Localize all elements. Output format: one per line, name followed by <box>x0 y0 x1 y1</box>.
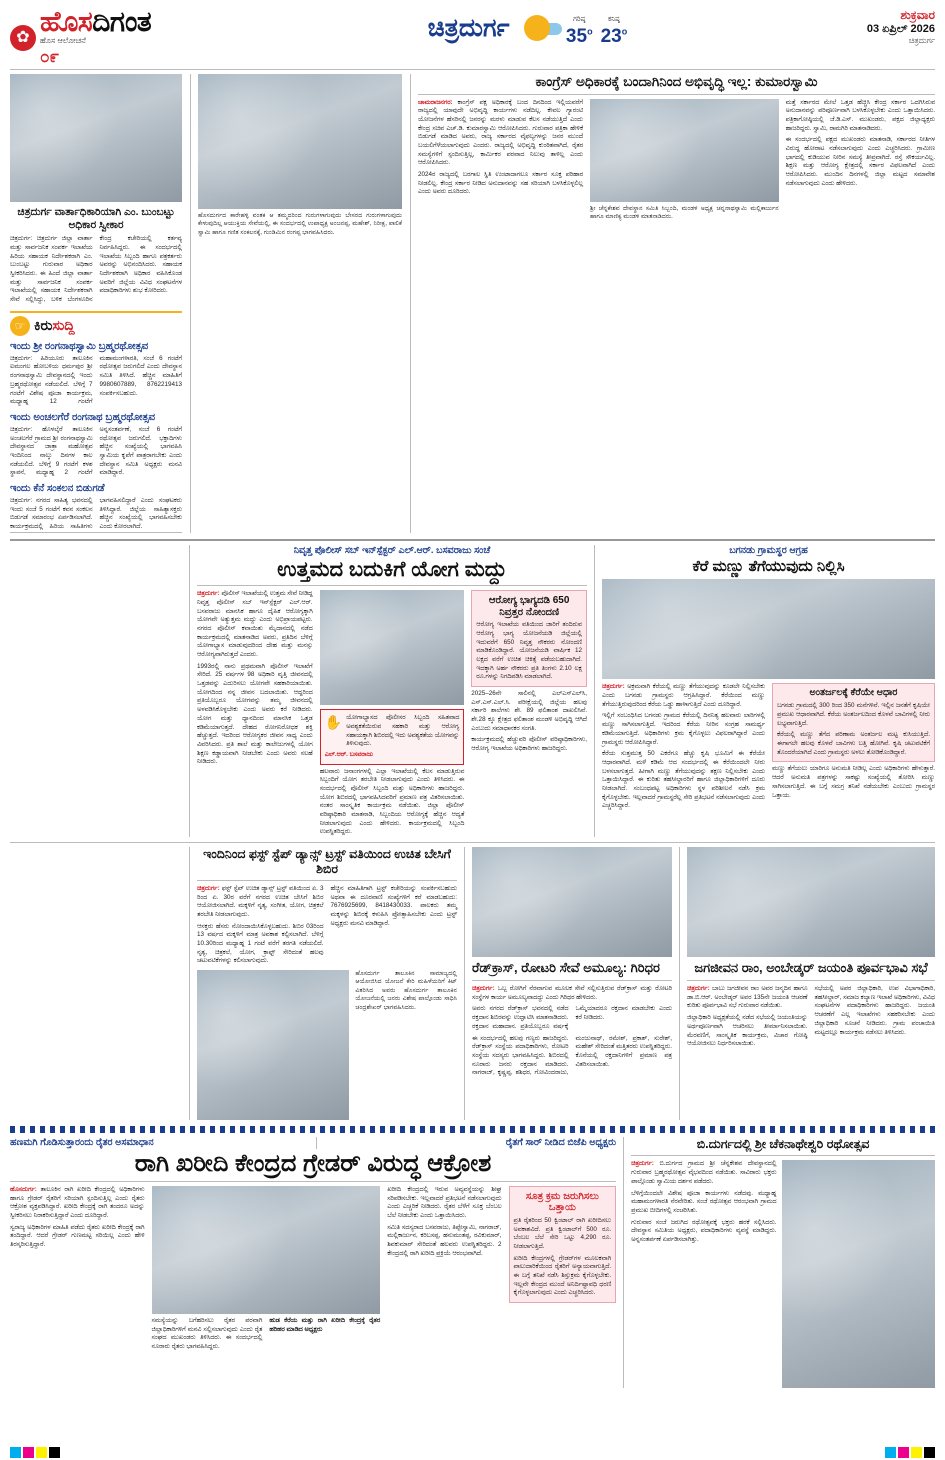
edition-name: ಚಿತ್ರದುರ್ಗ <box>427 13 510 42</box>
women-felicitation-photo <box>197 970 349 1120</box>
date-block <box>795 8 935 46</box>
kirusuddi-item3-headline: ಇಂದು ಕೆನೆ ಸಂಕಲನ ಬಿಡುಗಡೆ <box>10 483 105 494</box>
kirusuddi-item2-headline: ಇಂದು ಅಂಚಲಗೆರೆ ರಂಗನಾಥ ಬ್ರಹ್ಮರಥೋತ್ಸವ <box>10 411 156 423</box>
kumaraswamy-body1: ಕಾಂಗ್ರೆಸ್ ಪಕ್ಷ ಅಧಿಕಾರಕ್ಕೆ ಬಂದ ದಿನದಿಂದ ಇಲ್ಲಿಯವರೆಗೆ ರಾಜ್ಯದಲ್ಲಿ ಯಾವುದೇ ಅಭಿವೃದ್ಧಿ ಕಾರ್ಯಗಳು ನಡೆದಿಲ್ಲ. ಕೇವಲ ಗ್ಯಾರಂಟಿ ಯೋಜನೆಗಳ ಹೆಸರಿನಲ್ಲಿ ಜನರನ್ನು ಮರಳು ಮಾಡುವ ಕೆಲಸ ನಡೆಯುತ್ತಿದೆ ಎಂದು ಕೇಂದ್ರ ಸಚಿವ ಎಚ್.ಡಿ. ಕುಮಾರಸ್ವಾಮಿ ಆರೋಪಿಸಿದರು. ಗುರುವಾರ ಪತ್ರಿಕಾ ಹೇಳಿಕೆ ಬಿಡುಗಡೆ ಮಾಡಿದ ಅವರು, ರಾಜ್ಯ ಸರ್ಕಾರದ ವೈಫಲ್ಯಗಳನ್ನು ಜನರ ಮುಂದೆ ಬಯಲಿಗೆಳೆಯಲಾಗುವುದು ಎಂದರು. ರಾಜ್ಯದಲ್ಲಿ ಅಭಿವೃದ್ಧಿ ಕುಂಠಿತವಾಗಿದೆ, ರೈತರ ಸಮಸ್ಯೆಗಳಿಗೆ ಸ್ಪಂದಿಸುತ್ತಿಲ್ಲ, ಕಾರ್ಮಿಕರ ಪರವಾದ ನಿಲುವು ತಾಳಿಲ್ಲ ಎಂದು ಆರೋಪಿಸಿದರು. <box>418 98 584 167</box>
anganwadi-body3: ಮಣ್ಣು ತೆಗೆಯಲು ಯಾರಿಗೂ ಅನುಮತಿ ನೀಡಿಲ್ಲ ಎಂದು ಅಧಿಕಾರಿಗಳು ಹೇಳುತ್ತಾರೆ. ಆದರೆ ಅನುಮತಿ ಪತ್ರಗಳನ್ನು ಸಾಕಷ್ಟು ಸಂಖ್ಯೆಯಲ್ಲಿ ತೋರಿಸಿ ಮಣ್ಣು ಸಾಗಿಸಲಾಗುತ್ತಿದೆ. ಈ ಬಗ್ಗೆ ಸಮಗ್ರ ತನಿಖೆ ನಡೆಯಬೇಕು ಎಂಬುದು ಗ್ರಾಮಸ್ಥರ ಒತ್ತಾಯ. <box>772 765 935 799</box>
ragi-kicker-right: ರೈತಗೆ ಸಾರ್ ನೀಡಿದ ಬಿಜೆಪಿ ಅಧ್ಯಕ್ಷರು <box>316 1137 617 1148</box>
newspaper-logo[interactable] <box>10 8 260 67</box>
kirusuddi-item1-body: ಚಿತ್ರದುರ್ಗ: ಹಿರಿಯೂರು ತಾಲೂಕಿನ ಐಮಂಗಲ ಹೋಬಳಿಯ ಧರ್ಮಪುರ ಶ್ರೀ ರಂಗನಾಥಸ್ವಾಮಿ ದೇವಸ್ಥಾನದಲ್ಲಿ ಇಂದು ಬ್ರಹ್ಮರಥೋತ್ಸವ ನಡೆಯಲಿದೆ. ಬೆಳಿಗ್ಗೆ 7 ಗಂಟೆಗೆ ವಿಶೇಷ ಪೂಜಾ ಕಾರ್ಯಕ್ರಮ, ಮಧ್ಯಾಹ್ನ 12 ಗಂಟೆಗೆ ಮಹಾಮಂಗಳಾರತಿ, ಸಂಜೆ 6 ಗಂಟೆಗೆ ರಥೋತ್ಸವ ಜರುಗಲಿದೆ ಎಂದು ದೇವಸ್ಥಾನ ಸಮಿತಿ ತಿಳಿಸಿದೆ. ಹೆಚ್ಚಿನ ಮಾಹಿತಿಗೆ 9980607889, 8762219413 ಸಂಪರ್ಕಿಸಬಹುದು. <box>10 354 182 406</box>
left-column <box>10 74 182 533</box>
cmyk-bar-left <box>10 1447 60 1458</box>
dance-body3: ಹೆಚ್ಚಿನ ಮಾಹಿತಿಗಾಗಿ ಟ್ರಸ್ಟ್ ಕಚೇರಿಯನ್ನು ಸಂಪರ್ಕಿಸಬಹುದು ಅಥವಾ ಈ ದೂರವಾಣಿ ಸಂಖ್ಯೆಗಳಿಗೆ ಕರೆ ಮಾಡಬಹುದು: 7676925699, 8418430033. ಪಾಲಕರು ತಮ್ಮ ಮಕ್ಕಳನ್ನು ಶಿಬಿರಕ್ಕೆ ಕಳುಹಿಸಿ ಪ್ರೋತ್ಸಾಹಿಸಬೇಕು ಎಂದು ಟ್ರಸ್ಟ್ ಅಧ್ಯಕ್ಷರು ಮನವಿ ಮಾಡಿದ್ದಾರೆ. <box>330 884 457 927</box>
logo-main-1: ಹೊಸ <box>40 6 93 37</box>
kere-article <box>594 545 935 837</box>
mid-photo-caption: ಹೊಸದುರ್ಗದ ಕಾರೇಹಳ್ಳಿ ವಂತಕ ಆ ತಮ್ಮದರಿಂದ ಗುರುಗಳಾಗುವುದು ಬೇಸರದ ಗುರುಗಳಾಗುವುದು ಕೇಳುವುದಿಲ್ಲ ಆಯುಕ್ತಿಯ ಸೇವೆಯಲ್ಲಿ, ಈ ಸಂದರ್ಭದಲ್ಲಿ ಉಪಾಧ್ಯಕ್ಷ ಅಂಜನಪ್ಪ, ಮಹೇಶ್, ನಿರೀಕ್ಷ, ಪಾಲಿಕೆ ಸ್ವಾಮಿ ಹಾಗೂ ಗಣಿತ ಸಂಕಲನಕ್ಕೆ, ಗುಂಡಿಮಿನ ರಂಗಪ್ಪ ಭಾಗವಹಿಸಿದರು. <box>198 212 402 236</box>
jagjivan-body2: ಜಿಲ್ಲಾಧಿಕಾರಿ ಅಧ್ಯಕ್ಷತೆಯಲ್ಲಿ ನಡೆದ ಸಭೆಯಲ್ಲಿ ಜಯಂತಿಯನ್ನು ಅರ್ಥಪೂರ್ಣವಾಗಿ ಆಚರಿಸಲು ತೀರ್ಮಾನಿಸಲಾಯಿತು. ಮೆರವಣಿಗೆ, ಸಾಂಸ್ಕೃತಿಕ ಕಾರ್ಯಕ್ರಮ, ವಿಚಾರ ಗೋಷ್ಠಿ ಆಯೋಜಿಸಲು ನಿರ್ಧರಿಸಲಾಯಿತು. <box>687 1014 808 1048</box>
kirusuddi-item3-body: ಚಿತ್ರದುರ್ಗ: ನಗರದ ಸಾಹಿತ್ಯ ಭವನದಲ್ಲಿ ಇಂದು ಸಂಜೆ 5 ಗಂಟೆಗೆ ಕವನ ಸಂಕಲನ ಬಿಡುಗಡೆ ಸಮಾರಂಭ ಏರ್ಪಡಿಸಲಾಗಿದೆ. ಕಾರ್ಯಕ್ರಮದಲ್ಲಿ ಹಿರಿಯ ಸಾಹಿತಿಗಳು ಭಾಗವಹಿಸಲಿದ್ದಾರೆ ಎಂದು ಸಂಘಟಕರು ತಿಳಿಸಿದ್ದಾರೆ. ಜಿಲ್ಲೆಯ ಸಾಹಿತ್ಯಾಸಕ್ತರು ಹೆಚ್ಚಿನ ಸಂಖ್ಯೆಯಲ್ಲಿ ಭಾಗವಹಿಸಬೇಕು ಎಂದು ಕೋರಲಾಗಿದೆ. <box>10 497 182 531</box>
yoga-dateline: ಚಿತ್ರದುರ್ಗ: <box>197 590 220 598</box>
mid-column <box>190 74 402 533</box>
yoga-body2: 1993ರಲ್ಲಿ ನಾನು ಪ್ರಥಮವಾಗಿ ಪೊಲೀಸ್ ಇಲಾಖೆಗೆ ಸೇರಿದೆ. 25 ವರ್ಷಗಳ 98 ಅಧಿಕಾರಿ ವೃತ್ತಿ ಜೀವನದಲ್ಲಿ ಒತ್ತಡವನ್ನು ಎದುರಿಸಲು ಯೋಗವೇ ಸಹಕಾರಿಯಾಯಿತು. ಯೋಗದಿಂದ ನನ್ನ ಜೀವನ ಬದಲಾಯಿತು. ಆದ್ದರಿಂದ ಪ್ರತಿಯೊಬ್ಬರೂ ಯೋಗವನ್ನು ತಮ್ಮ ಜೀವನದಲ್ಲಿ ಅಳವಡಿಸಿಕೊಳ್ಳಬೇಕು ಎಂದು ಅವರು ಕರೆ ನೀಡಿದರು. ಯೋಗ ಮತ್ತು ಧ್ಯಾನದಿಂದ ಮಾನಸಿಕ ಒತ್ತಡ ಕಡಿಮೆಯಾಗುತ್ತದೆ. ದೇಹದ ರೋಗನಿರೋಧಕ ಶಕ್ತಿ ಹೆಚ್ಚುತ್ತದೆ. ಇದರಿಂದ ಆರೋಗ್ಯಕರ ಜೀವನ ಸಾಧ್ಯ ಎಂದು ವಿವರಿಸಿದರು. ಪ್ರತಿ ಶಾಲೆ ಮತ್ತು ಕಾಲೇಜುಗಳಲ್ಲಿ ಯೋಗ ಶಿಕ್ಷಣ ಕಡ್ಡಾಯವಾಗಿ ನೀಡಬೇಕು ಎಂದು ಅವರು ಸಲಹೆ ನೀಡಿದರು. <box>197 662 313 766</box>
weather-widget <box>524 8 627 48</box>
anganwadi-body1: ಬಗನಡು ಗ್ರಾಮದಲ್ಲಿ 300 ರಿಂದ 350 ಮನೆಗಳಿವೆ. ಇಲ್ಲಿನ ಜನತೆಗೆ ಕೃಷಿಯೇ ಪ್ರಮುಖ ಆಧಾರವಾಗಿದೆ. ಕೆರೆಯ ಅಂತರ್ಜಲದಿಂದ ಕೊಳವೆ ಬಾವಿಗಳಲ್ಲಿ ನೀರು ಲಭ್ಯವಾಗುತ್ತಿದೆ. <box>777 702 930 727</box>
press-meet-photo <box>590 99 779 202</box>
quota-box-body1: ಪ್ರತಿ ರೈತರಿಂದ 50 ಕ್ವಿಂಟಾಲ್ ರಾಗಿ ಖರೀದಿಸಲು ಅವಕಾಶವಿದೆ. ಪ್ರತಿ ಕ್ವಿಂಟಾಲ್‌ಗೆ 500 ರೂ. ಬೆಂಬಲ ಬೆಲೆ ಸೇರಿ ಒಟ್ಟು 4,290 ರೂ. ನೀಡಲಾಗುತ್ತಿದೆ. <box>513 1216 612 1250</box>
jagjivan-body3: ಸಭೆಯಲ್ಲಿ ಅಪರ ಜಿಲ್ಲಾಧಿಕಾರಿ, ಉಪ ವಿಭಾಗಾಧಿಕಾರಿ, ತಹಸೀಲ್ದಾರ್, ಸಮಾಜ ಕಲ್ಯಾಣ ಇಲಾಖೆ ಅಧಿಕಾರಿಗಳು, ವಿವಿಧ ಸಂಘಟನೆಗಳ ಪದಾಧಿಕಾರಿಗಳು ಹಾಜರಿದ್ದರು. ಜಯಂತಿ ಆಚರಣೆಗೆ ಎಲ್ಲ ಇಲಾಖೆಗಳು ಸಹಕರಿಸಬೇಕು ಎಂದು ಜಿಲ್ಲಾಧಿಕಾರಿ ಸೂಚನೆ ನೀಡಿದರು. ಗ್ರಾಮ ಪಂಚಾಯಿತಿ ಮಟ್ಟದಲ್ಲೂ ಕಾರ್ಯಕ್ರಮ ನಡೆಸಲು ತಿಳಿಸಿದರು. <box>814 985 935 1036</box>
temple-chariot-photo <box>782 1160 935 1388</box>
ragi-article <box>10 1137 616 1388</box>
min-temp-value: 23 <box>600 26 622 47</box>
section-divider <box>10 1126 935 1133</box>
villagers-protest-photo <box>602 579 935 679</box>
farmers-meeting-photo <box>152 1186 381 1314</box>
sun-icon <box>524 15 550 41</box>
quota-box-body2: ಖರೀದಿ ಕೇಂದ್ರಗಳಲ್ಲಿ ಗ್ರೇಡರ್‌ಗಳ ಮೂಲಕವಾಗಿ ಪಾಲುದಾರಿಕೆಯಿಂದ ರೈತರಿಗೆ ಅನ್ಯಾಯವಾಗುತ್ತಿದೆ. ಈ ಬಗ್ಗೆ ತನಿಖೆ ನಡೆಸಿ ಶಿಸ್ತುಕ್ರಮ ಕೈಗೊಳ್ಳಬೇಕು. ಇಲ್ಲವೇ ಕೇಂದ್ರದ ಮುಂದೆ ಅನಿರ್ದಿಷ್ಟಾವಧಿ ಧರಣಿ ಕೈಗೊಳ್ಳಲಾಗುವುದು ಎಂದು ಎಚ್ಚರಿಸಿದರು. <box>513 1254 612 1297</box>
logo-page-number: ೦೯ <box>40 47 60 66</box>
health-box-headline: ಆರೋಗ್ಯ ಭಾಗ್ಯದಡಿ 650 ನಿವ್ರತ್ತರ ನೋಂದಣಿ <box>488 595 570 618</box>
publication-date: 03 ಏಪ್ರಿಲ್ 2026 <box>866 23 935 35</box>
dance-body1: ಫಸ್ಟ್ ಸ್ಟೆಪ್ ಉಚಿತ ಡ್ಯಾನ್ಸ್ ಟ್ರಸ್ಟ್ ವತಿಯಿಂದ ಏ. 3 ರಿಂದ ಏ. 30ರ ವರೆಗೆ ನಗರದ ಉಚಿತ ಬೇಸಿಗೆ ಶಿಬಿರ ಆಯೋಜಿಸಲಾಗಿದೆ. ಮಕ್ಕಳಿಗೆ ನೃತ್ಯ, ಸಂಗೀತ, ಯೋಗ, ಚಿತ್ರಕಲೆ ತರಬೇತಿ ನೀಡಲಾಗುವುದು. <box>197 884 324 918</box>
ragi-body3: ಸಮಸ್ಯೆಯನ್ನು ಬಗೆಹರಿಸಲು ರೈತರ ಪರವಾಗಿ ಜಿಲ್ಲಾಧಿಕಾರಿಗಳಿಗೆ ಮನವಿ ಸಲ್ಲಿಸಲಾಗುವುದು ಎಂದು ರೈತ ಸಂಘದ ಮುಖಂಡರು ತಿಳಿಸಿದರು. ಈ ಸಂದರ್ಭದಲ್ಲಿ ನೂರಾರು ರೈತರು ಭಾಗವಹಿಸಿದ್ದರು. <box>151 1316 263 1350</box>
kumaraswamy-headline: ಕಾಂಗ್ರೆಸ್ ಅಧಿಕಾರಕ್ಕೆ ಬಂದಾಗಿನಿಂದ ಅಭಿವೃದ್ಧಿ ಇಲ್ಲ: ಕುಮಾರಸ್ವಾಮಿ <box>535 74 818 89</box>
yoga-body3: ಹಲವಾರು ಜನಾಂಗಗಳಲ್ಲಿ ಎಲ್ಲಾ ಇಲಾಖೆಯಲ್ಲಿ ಕೆಲಸ ಮಾಡುತ್ತಿರುವ ಸಿಬ್ಬಂದಿಗೆ ಯೋಗ ತರಬೇತಿ ನೀಡಲಾಗುವುದು ಎಂದು ತಿಳಿಸಿದರು. ಈ ಸಂದರ್ಭದಲ್ಲಿ ಪೊಲೀಸ್ ಸಿಬ್ಬಂದಿ ಮತ್ತು ಅಧಿಕಾರಿಗಳು ಹಾಜರಿದ್ದರು. ಯೋಗ ಶಿಬಿರದಲ್ಲಿ ಭಾಗವಹಿಸಿದವರಿಗೆ ಪ್ರಮಾಣ ಪತ್ರ ವಿತರಿಸಲಾಯಿತು. ನಂತರ ಸಾಂಸ್ಕೃತಿಕ ಕಾರ್ಯಕ್ರಮ ನಡೆಯಿತು. ಜಿಲ್ಲಾ ಪೊಲೀಸ್ ವರಿಷ್ಠಾಧಿಕಾರಿ ಮಾತನಾಡಿ, ಸಿಬ್ಬಂದಿಯ ಆರೋಗ್ಯಕ್ಕೆ ಹೆಚ್ಚಿನ ಆದ್ಯತೆ ನೀಡಲಾಗುವುದು ಎಂದು ಹೇಳಿದರು. ಕಾರ್ಯಕ್ರಮದಲ್ಲಿ ಸಿಬ್ಬಂದಿ ಉಪಸ್ಥಿತರಿದ್ದರು. <box>319 767 465 836</box>
kere-body3: ಕೆರೆಯ ಸುತ್ತಮುತ್ತ 50 ಎಕರೆಗೂ ಹೆಚ್ಚು ಕೃಷಿ ಭೂಮಿಗೆ ಈ ಕೆರೆಯೇ ಆಧಾರವಾಗಿದೆ. ಮಳೆ ಕಡಿಮೆ ಆದ ಸಂದರ್ಭದಲ್ಲಿ ಈ ಕೆರೆಯಿಂದಲೇ ನೀರು ಬಳಸಲಾಗುತ್ತದೆ. ಹೀಗಾಗಿ ಮಣ್ಣು ತೆಗೆಯುವುದನ್ನು ತಕ್ಷಣ ನಿಲ್ಲಿಸಬೇಕು ಎಂದು ಒತ್ತಾಯಿಸಿದ್ದಾರೆ. ಈ ಕುರಿತು ತಹಸೀಲ್ದಾರರಿಗೆ ಹಾಗೂ ಜಿಲ್ಲಾಧಿಕಾರಿಗಳಿಗೆ ದೂರು ನೀಡಲಾಗಿದೆ. ಸಂಬಂಧಪಟ್ಟ ಅಧಿಕಾರಿಗಳು ಸ್ಥಳ ಪರಿಶೀಲನೆ ನಡೆಸಿ ಕ್ರಮ ಕೈಗೊಳ್ಳಬೇಕು. ಇಲ್ಲವಾದರೆ ಗ್ರಾಮಸ್ಥರೆಲ್ಲ ಸೇರಿ ಪ್ರತಿಭಟನೆ ನಡೆಸಲಾಗುವುದು ಎಂದು ಎಚ್ಚರಿಸಿದ್ದಾರೆ. <box>602 750 765 810</box>
health-box-body2: 2025–26ನೇ ಸಾಲಿನಲ್ಲಿ ಎಲ್‌ಎಸ್‌ಎಲ್‌ಸಿ, ಎಸ್.ಎಸ್.ಎಲ್.ಸಿ. ಪರೀಕ್ಷೆಯಲ್ಲಿ ಜಿಲ್ಲೆಯ ಹಲವು ಸರ್ಕಾರಿ ಶಾಲೆಗಳು ಶೇ. 89 ಫಲಿತಾಂಶ ದಾಖಲಿಸಿವೆ. ಶೇ.28 ಕ್ಕೂ ಕ್ಷೇತ್ರದ ಫಲಿತಾಂಶ ಮಂಡಳಿ ಅಭಿವೃದ್ಧಿ ಆಗಿದೆ ಎಂಬುದು ಸಮಾಧಾನಕರ ಸಂಗತಿ. <box>471 690 587 732</box>
bottom-band <box>10 1137 935 1388</box>
kumaraswamy-article <box>410 74 935 533</box>
press-meet-caption: ಶ್ರೀ ಚೆನ್ನಕೇಶವ ದೇವಸ್ಥಾನ ಸಮಿತಿ ಸಿಬ್ಬಂದಿ, ಮಂಡಳಿ ಅಧ್ಯಕ್ಷ ಚನ್ನನಾಥಸ್ವಾಮಿ ಮಲ್ಲಿಕಾರ್ಜುನ ಹಾಗೂ ಮಾಣಿಕ್ಯ ಮಂಡಳಿ ಮಾತನಾಡಿದರು. <box>590 204 779 220</box>
weekday: ಶುಕ್ರವಾರ <box>900 8 935 22</box>
ragi-kicker-left: ಹಣಮಗಿ ಗೊಡಿಸುತ್ತಾರಂದು ರೈತರ ಅಸಮಾಧಾನ <box>10 1137 154 1149</box>
kere-dateline: ಚಿತ್ರದುರ್ಗ: <box>602 683 625 691</box>
pointing-hand-icon: ☞ <box>10 316 30 336</box>
redcross-dateline: ಚಿತ್ರದುರ್ಗ: <box>472 985 495 993</box>
jayanti-meeting-photo <box>687 847 935 957</box>
top-section <box>10 74 935 533</box>
health-box-body: ಆರೋಗ್ಯ ಇಲಾಖೆಯ ವತಿಯಿಂದ ಜಾರಿಗೆ ತಂದಿರುವ ಆರೋಗ್ಯ ಭಾಗ್ಯ ಯೋಜನೆಯಡಿ ಜಿಲ್ಲೆಯಲ್ಲಿ ಇದುವರೆಗೆ 650 ನಿವೃತ್ತ ನೌಕರರು ನೋಂದಣಿ ಮಾಡಿಕೊಂಡಿದ್ದಾರೆ. ಯೋಜನೆಯಡಿ ವಾರ್ಷಿಕ 12 ಲಕ್ಷದ ವರೆಗೆ ಉಚಿತ ಚಿಕಿತ್ಸೆ ಪಡೆಯಬಹುದಾಗಿದೆ. ಇದಕ್ಕಾಗಿ ಅರ್ಹ ನೌಕರರು ಪ್ರತಿ ತಿಂಗಳು 2.10 ಲಕ್ಷ ರೂ.ಗಳನ್ನು ನಿಗದಿಪಡಿಸಿ ಮಾಡಲಾಗಿದೆ. <box>476 621 582 681</box>
ragi-headline: ರಾಗಿ ಖರೀದಿ ಕೇಂದ್ರದ ಗ್ರೇಡರ್ ವಿರುದ್ಧ ಆಕ್ರೋಶ <box>134 1149 492 1177</box>
anganwadi-body2: ಕೆರೆಯಲ್ಲಿ ಮಣ್ಣು ತೆಗೆದ ಪರಿಣಾಮ ಅಂತರ್ಜಲ ಮಟ್ಟ ಕುಸಿಯುತ್ತಿದೆ. ಈಗಾಗಲೇ ಹಲವು ಕೊಳವೆ ಬಾವಿಗಳು ಬತ್ತಿ ಹೋಗಿವೆ. ಕೃಷಿ ಚಟುವಟಿಕೆಗೆ ತೊಂದರೆಯಾಗಿದೆ ಎಂದು ಗ್ರಾಮಸ್ಥರು ಅಳಲು ತೋಡಿಕೊಂಡಿದ್ದಾರೆ. <box>777 731 930 756</box>
kirusuddi-title-1: ಕಿರು <box>34 317 53 334</box>
kere-kicker: ಬಗನಡು ಗ್ರಾಮಸ್ಥರ ಆಗ್ರಹ <box>729 544 808 556</box>
yoga-quote-attrib: ಎಲ್.ಆರ್. ಬಸವರಾಜು <box>324 750 374 758</box>
jagjivan-body1: ಬಾಬು ಜಗಜೀವನ ರಾಂ ಅವರ ಜನ್ಮದಿನ ಹಾಗೂ ಡಾ.ಬಿ.ಆರ್. ಅಂಬೇಡ್ಕರ್ ಅವರ 135ನೇ ಜಯಂತಿ ಆಚರಣೆ ಕುರಿತು ಪೂರ್ವಭಾವಿ ಸಭೆ ಗುರುವಾರ ನಡೆಯಿತು. <box>687 985 808 1010</box>
yoga-quote-box <box>320 709 465 764</box>
dance-headline: ಇಂದಿನಿಂದ ಫಸ್ಟ್ ಸ್ಟೆಪ್ ಡ್ಯಾನ್ಸ್ ಟ್ರಸ್ಟ್ ವತಿಯಿಂದ ಉಚಿತ ಬೇಸಿಗೆ ಶಿಬಿರ <box>203 847 451 876</box>
ratha-body3: ಗುರುವಾರ ಸಂಜೆ ಜರುಗಿದ ರಥೋತ್ಸವಕ್ಕೆ ಭಕ್ತರು ಹರಕೆ ಸಲ್ಲಿಸಿದರು. ದೇವಸ್ಥಾನ ಸಮಿತಿಯ ಅಧ್ಯಕ್ಷರು, ಪದಾಧಿಕಾರಿಗಳು ವ್ಯವಸ್ಥೆ ಮಾಡಿದ್ದರು. ಅನ್ನಸಂತರ್ಪಣೆ ಏರ್ಪಡಿಸಲಾಗಿತ್ತು. <box>631 1218 777 1243</box>
ragi-photo-caption: ಹುಡ ಕೆರೆಯ ಮತ್ತು ರಾಗಿ ಖರೀದಿ ಕೇಂದ್ರಕ್ಕೆ ರೈತರ ಹರಿಹರ ಮಾಡಿದ ಅಧ್ಯಕ್ಷರು <box>269 1316 381 1333</box>
kumaraswamy-body2: 2024ರ ರಾಜ್ಯದಲ್ಲಿ ಬರಗಾಲ ಸ್ಥಿತಿ ಉಂಟಾದಾಗಲೂ ಸರ್ಕಾರ ಸೂಕ್ತ ಪರಿಹಾರ ನೀಡಲಿಲ್ಲ. ಕೇಂದ್ರ ಸರ್ಕಾರ ನೀಡಿದ ಅನುದಾನವನ್ನು ಸಹ ಸರಿಯಾಗಿ ಬಳಸಿಕೊಳ್ಳಲಿಲ್ಲ ಎಂದು ಅವರು ದೂರಿದರು. <box>418 171 584 196</box>
quota-box-title: ಸೂತ್ರ ಕ್ರಮ ಜರುಗಿಸಲು ಒತ್ತಾಯ <box>525 1190 599 1214</box>
ragi-body2: ಸ್ವರಾಜ್ಯ ಅಧಿಕಾರಿಗಳ ಮಾಹಿತಿ ಪಡೆದು ರೈತರು ಖರೀದಿ ಕೇಂದ್ರಕ್ಕೆ ರಾಗಿ ತಂದಿದ್ದಾರೆ. ಆದರೆ ಗ್ರೇಡರ್ ಗುಣಮಟ್ಟ ಸರಿಯಿಲ್ಲ ಎಂದು ಹೇಳಿ ತಿರಸ್ಕರಿಸುತ್ತಿದ್ದಾರೆ. <box>10 1223 145 1249</box>
redcross-body3: ಈ ಸಂದರ್ಭದಲ್ಲಿ ಹಲವು ಗಣ್ಯರು ಹಾಜರಿದ್ದರು. ರೆಡ್‌ಕ್ರಾಸ್ ಸಂಸ್ಥೆಯ ಪದಾಧಿಕಾರಿಗಳು, ರೋಟರಿ ಸಂಸ್ಥೆಯ ಸದಸ್ಯರು ಭಾಗವಹಿಸಿದ್ದರು. ಶಿಬಿರದಲ್ಲಿ ನೂರಾರು ಜನರು ರಕ್ತದಾನ ಮಾಡಿದರು. ನಾಗರಾಜ್, ಕೃಷ್ಣಪ್ಪ, ಶಶಿಧರ, ಗೋವಿಂದರಾಜು, ಮಂಜುನಾಥ್, ರಮೇಶ್, ಪ್ರಕಾಶ್, ಸುರೇಶ್, ಮಹೇಶ್ ಸೇರಿದಂತೆ ಮತ್ತಿತರರು ಉಪಸ್ಥಿತರಿದ್ದರು. ಕೊನೆಯಲ್ಲಿ ರಕ್ತದಾನಿಗಳಿಗೆ ಪ್ರಮಾಣ ಪತ್ರ ವಿತರಿಸಲಾಯಿತು. <box>472 1034 672 1077</box>
hand-heart-icon: ✋ <box>324 714 343 731</box>
redcross-meeting-photo <box>472 847 672 957</box>
cmyk-bar-right <box>885 1447 935 1458</box>
kere-body1: ಅಕ್ರಮವಾಗಿ ಕೆರೆಯಲ್ಲಿ ಮಣ್ಣು ತೆಗೆಯುವುದನ್ನು ಕೂಡಲೇ ನಿಲ್ಲಿಸಬೇಕು ಎಂದು ಬಗನಡು ಗ್ರಾಮಸ್ಥರು ಆಗ್ರಹಿಸಿದ್ದಾರೆ. ಕೆರೆಯಿಂದ ಮಣ್ಣು ತೆಗೆಯುತ್ತಿರುವುದರಿಂದ ಕೆರೆಯ ಒಡ್ಡು ಹಾಳಾಗುತ್ತಿದೆ ಎಂದು ದೂರಿದ್ದಾರೆ. <box>602 683 765 708</box>
left-headline: ಚಿತ್ರದುರ್ಗ ವಾರ್ತಾಧಿಕಾರಿಯಾಗಿ ಎಂ. ಬುಂಬಟ್ಟು ಅಧಿಕಾರ ಸ್ವೀಕಾರ <box>17 206 175 232</box>
kirusuddi-title-2: ಸುದ್ದಿ <box>52 317 75 334</box>
redcross-body2: ಅವರು ನಗರದ ರೆಡ್‌ಕ್ರಾಸ್ ಭವನದಲ್ಲಿ ನಡೆದ ರಕ್ತದಾನ ಶಿಬಿರವನ್ನು ಉದ್ಘಾಟಿಸಿ ಮಾತನಾಡಿದರು. ರಕ್ತದಾನ ಮಹಾದಾನ. ಪ್ರತಿಯೊಬ್ಬರೂ ವರ್ಷಕ್ಕೆ ಒಮ್ಮೆಯಾದರೂ ರಕ್ತದಾನ ಮಾಡಬೇಕು ಎಂದು ಕರೆ ನೀಡಿದರು. <box>472 1005 672 1030</box>
masthead <box>10 8 935 70</box>
jagjivan-article <box>679 847 935 1120</box>
kumaraswamy-body4: ಈ ಸಂದರ್ಭದಲ್ಲಿ ಪಕ್ಷದ ಮುಖಂಡರು ಮಾತನಾಡಿ, ಸರ್ಕಾರದ ನೀತಿಗಳ ವಿರುದ್ಧ ಹೋರಾಟ ನಡೆಸಲಾಗುವುದು ಎಂದು ಎಚ್ಚರಿಸಿದರು. ಗ್ರಾಮೀಣ ಭಾಗದಲ್ಲಿ ಕುಡಿಯುವ ನೀರಿನ ಸಮಸ್ಯೆ ತೀವ್ರವಾಗಿದೆ. ರಸ್ತೆ ಸೌಕರ್ಯವಿಲ್ಲ. ಶಿಕ್ಷಣ ಮತ್ತು ಆರೋಗ್ಯ ಕ್ಷೇತ್ರದಲ್ಲಿ ಸರ್ಕಾರ ವಿಫಲವಾಗಿದೆ ಎಂದು ಆರೋಪಿಸಿದರು. ಮುಂದಿನ ದಿನಗಳಲ್ಲಿ ಜಿಲ್ಲಾ ಮಟ್ಟದ ಸಮಾವೇಶ ನಡೆಸಲಾಗುವುದು ಎಂದು ಹೇಳಿದರು. <box>785 136 935 187</box>
logo-emblem-icon: ✿ <box>10 25 36 51</box>
logo-tagline: ಹೊಸ ಆಲೋಚನೆ <box>40 36 86 45</box>
ratha-body1: ಬಿ.ದುರ್ಗದ ಗ್ರಾಮದ ಶ್ರೀ ಚೆನ್ನಕೇಶವ ದೇವಸ್ಥಾನದಲ್ಲಿ ಗುರುವಾರ ಬ್ರಹ್ಮರಥೋತ್ಸವ ವೈಭವದಿಂದ ನಡೆಯಿತು. ಸಾವಿರಾರು ಭಕ್ತರು ಪಾಲ್ಗೊಂಡು ಸ್ವಾಮಿಯ ದರ್ಶನ ಪಡೆದರು. <box>631 1160 777 1185</box>
dance-body2: ಆಸಕ್ತರು ಹೆಸರು ನೋಂದಾಯಿಸಿಕೊಳ್ಳಬಹುದು. ಶಿಬಿರ 03ರಿಂದ 13 ವರ್ಷದ ಮಕ್ಕಳಿಗೆ ಮಾತ್ರ ಅವಕಾಶ ಕಲ್ಪಿಸಲಾಗಿದೆ. ಬೆಳಿಗ್ಗೆ 10.30ರಿಂದ ಮಧ್ಯಾಹ್ನ 1 ಗಂಟೆ ವರೆಗೆ ತರಗತಿ ನಡೆಯಲಿದೆ. ನೃತ್ಯ, ಚಿತ್ರಕಲೆ, ಯೋಗ, ಕ್ರಾಫ್ಟ್ ಸೇರಿದಂತೆ ಹಲವು ಚಟುವಟಿಕೆಗಳನ್ನು ಕಲಿಸಲಾಗುವುದು. <box>197 922 324 965</box>
felicitation-group-photo <box>198 74 402 209</box>
max-temp-label: ಗರಿಷ್ಠ <box>573 16 586 23</box>
dance-dateline: ಚಿತ್ರದುರ್ಗ: <box>197 884 220 892</box>
kirusuddi-section <box>10 311 182 533</box>
city-name: ಚಿತ್ರದುರ್ಗ <box>908 36 935 45</box>
ratha-body2: ಬೆಳಿಗ್ಗೆಯಿಂದಲೇ ವಿಶೇಷ ಪೂಜಾ ಕಾರ್ಯಗಳು ನಡೆದವು. ಮಧ್ಯಾಹ್ನ ಮಹಾಮಂಗಳಾರತಿ ನೆರವೇರಿತು. ಸಂಜೆ ರಥೋತ್ಸವ ಆರಂಭವಾಗಿ ಗ್ರಾಮದ ಪ್ರಮುಖ ಬೀದಿಗಳಲ್ಲಿ ಸಂಚರಿಸಿತು. <box>631 1189 777 1214</box>
jagjivan-headline: ಜಗಜೀವನ ರಾಂ, ಅಂಬೇಡ್ಕರ್ ಜಯಂತಿ ಪೂರ್ವಭಾವಿ ಸಭೆ <box>694 960 928 976</box>
left-body: ಚಿತ್ರದುರ್ಗ: ಚಿತ್ರದುರ್ಗ ಜಿಲ್ಲಾ ವಾರ್ತಾ ಮತ್ತು ಸಾರ್ವಜನಿಕ ಸಂಪರ್ಕ ಇಲಾಖೆಯ ಹಿರಿಯ ಸಹಾಯಕ ನಿರ್ದೇಶಕರಾಗಿ ಎಂ. ಬುಂಬಟ್ಟು ಗುರುವಾರ ಅಧಿಕಾರ ಸ್ವೀಕರಿಸಿದರು. ಈ ಹಿಂದೆ ಜಿಲ್ಲಾ ವಾರ್ತಾ ಮತ್ತು ಸಾರ್ವಜನಿಕ ಸಂಪರ್ಕ ಇಲಾಖೆಯಲ್ಲಿ ಸಹಾಯಕ ನಿರ್ದೇಶಕರಾಗಿ ಸೇವೆ ಸಲ್ಲಿಸಿದ್ದು, ಬಳಿಕ ಬೆಂಗಳೂರಿನ ಕೇಂದ್ರ ಕಚೇರಿಯಲ್ಲಿ ಕರ್ತವ್ಯ ನಿರ್ವಹಿಸಿದ್ದರು. ಈ ಸಂದರ್ಭದಲ್ಲಿ ಇಲಾಖೆಯ ಸಿಬ್ಬಂದಿ ಹಾಗೂ ಪತ್ರಕರ್ತರು ಅವರನ್ನು ಅಭಿನಂದಿಸಿದರು. ಸಹಾಯಕ ನಿರ್ದೇಶಕರಾಗಿ ಅಧಿಕಾರ ವಹಿಸಿಕೊಂಡ ಅವರಿಗೆ ಜಿಲ್ಲೆಯ ವಿವಿಧ ಸಂಘಟನೆಗಳ ಪದಾಧಿಕಾರಿಗಳು ಶುಭ ಕೋರಿದರು. <box>10 235 182 304</box>
ragi-body1: ತಾಲೂಕಿನ ರಾಗಿ ಖರೀದಿ ಕೇಂದ್ರದಲ್ಲಿ ಅಧಿಕಾರಿಗಳು ಹಾಗೂ ಗ್ರೇಡರ್ ರೈತರಿಗೆ ಸರಿಯಾಗಿ ಸ್ಪಂದಿಸುತ್ತಿಲ್ಲ ಎಂದು ರೈತರು ಆಕ್ರೋಶ ವ್ಯಕ್ತಪಡಿಸಿದ್ದಾರೆ. ಖರೀದಿ ಕೇಂದ್ರಕ್ಕೆ ರಾಗಿ ತಂದರೂ ಅದನ್ನು ಸ್ವೀಕರಿಸಲು ನಿರಾಕರಿಸುತ್ತಿದ್ದಾರೆ ಎಂದು ದೂರಿದ್ದಾರೆ. <box>10 1185 145 1219</box>
dance-photo-caption: ಹೊಸದುರ್ಗ ತಾಲೂಕಿನ ಸಾಮಾಜ್ಯದಲ್ಲಿ ಆಯೋಜಿಸಿದ ಯೋಜನೆ ಕೇರಿ ಮಹಿಳೆಯರಿಗೆ ಕಿಟ್ ವಿತರಿಸಿದ ಅವರು ಹೊಸದುರ್ಗ ತಾಲೂಕಿನ ಯೋಜನೆಯಲ್ಲಿ ಜನರು ವಿಶೇಷ ಪಾಲ್ಗೊಂಡು ಸಾಧಿಸಿ ಚಂದ್ರಶೇಖರ್ ಭಾಗವಹಿಸಿದರು. <box>355 970 457 1011</box>
kirusuddi-item2-body: ಚಿತ್ರದುರ್ಗ: ಹೊಳಲ್ಕೆರೆ ತಾಲೂಕಿನ ಅಂಚಲಗೆರೆ ಗ್ರಾಮದ ಶ್ರೀ ರಂಗನಾಥಸ್ವಾಮಿ ದೇವಸ್ಥಾನದ ಜಾತ್ರಾ ಮಹೋತ್ಸವ ಇಂದಿನಿಂದ ನಾಲ್ಕು ದಿನಗಳ ಕಾಲ ನಡೆಯಲಿದೆ. ಬೆಳಿಗ್ಗೆ 9 ಗಂಟೆಗೆ ಕಳಶ ಸ್ಥಾಪನೆ, ಮಧ್ಯಾಹ್ನ 2 ಗಂಟೆಗೆ ಅನ್ನಸಂತರ್ಪಣೆ, ಸಂಜೆ 6 ಗಂಟೆಗೆ ರಥೋತ್ಸವ ಜರುಗಲಿದೆ. ಭಕ್ತಾದಿಗಳು ಹೆಚ್ಚಿನ ಸಂಖ್ಯೆಯಲ್ಲಿ ಭಾಗವಹಿಸಿ ಸ್ವಾಮಿಯ ಕೃಪೆಗೆ ಪಾತ್ರರಾಗಬೇಕು ಎಂದು ದೇವಸ್ಥಾನ ಸಮಿತಿ ಅಧ್ಯಕ್ಷರು ಮನವಿ ಮಾಡಿದ್ದಾರೆ. <box>10 425 182 477</box>
yoga-headline: ಉತ್ತಮದ ಬದುಕಿಗೆ ಯೋಗ ಮದ್ದು <box>277 558 507 582</box>
health-scheme-box <box>471 590 587 687</box>
min-temp-label: ಕನಿಷ್ಠ <box>607 16 620 23</box>
ragi-body5: ಸಮಿತಿ ಸದಸ್ಯರಾದ ಬಸವರಾಜು, ತಿಪ್ಪೇಸ್ವಾಮಿ, ನಾಗರಾಜ್, ಮಲ್ಲಿಕಾರ್ಜುನ, ಕರಿಬಸಪ್ಪ, ಹನುಮಂತಪ್ಪ, ರವಿಕುಮಾರ್, ಶಿವಕುಮಾರ್ ಸೇರಿದಂತೆ ಹಲವರು ಉಪಸ್ಥಿತರಿದ್ದರು. 2 ಕೇಂದ್ರದಲ್ಲಿ ರಾಗಿ ಖರೀದಿ ಪ್ರಕ್ರಿಯೆ ಆರಂಭವಾಗಿದೆ. <box>387 1223 502 1257</box>
redcross-headline: ರೆಡ್‌ಕ್ರಾಸ್, ರೋಟರಿ ಸೇವೆ ಅಮೂಲ್ಯ: ಗಿರಿಧರ <box>472 960 660 976</box>
kirusuddi-item1-headline: ಇಂದು ಶ್ರೀ ರಂಗನಾಥಸ್ವಾಮಿ ಬ್ರಹ್ಮರಥೋತ್ಸವ <box>10 340 149 352</box>
anganwadi-headline: ಅಂತರ್ಜಲಕ್ಕೆ ಕೆರೆಯೇ ಆಧಾರ <box>809 687 898 699</box>
officer-bouquet-photo <box>10 74 182 202</box>
kere-headline: ಕೆರೆ ಮಣ್ಣು ತೆಗೆಯುವುದು ನಿಲ್ಲಿಸಿ <box>692 558 845 576</box>
middle-left-spacer <box>10 545 182 837</box>
kumaraswamy-body3: ಮತ್ತೆ ಸರ್ಕಾರದ ಮೇಲೆ ಒತ್ತಡ ಹೆಚ್ಚಿಸಿ ಕೇಂದ್ರ ಸರ್ಕಾರ ಒದಗಿಸಿರುವ ಅನುದಾನವನ್ನು ಪರಿಪೂರ್ಣವಾಗಿ ಬಳಸಿಕೊಳ್ಳಬೇಕು ಎಂದು ಒತ್ತಾಯಿಸಿದರು. ಪತ್ರಿಕಾಗೋಷ್ಠಿಯಲ್ಲಿ ಜೆ.ಡಿ.ಎಸ್. ಮುಖಂಡರು, ಪಕ್ಷದ ಜಿಲ್ಲಾಧ್ಯಕ್ಷರು ಹಾಜರಿದ್ದರು. ಸ್ವಾಮಿ, ರಾಮಗಿರಿ ಮಾತನಾಡಿದರು. <box>785 98 935 132</box>
health-box-body3: ಕಾರ್ಯಕ್ರಮದಲ್ಲಿ ಹೆಚ್ಚುವರಿ ಪೊಲೀಸ್ ವರಿಷ್ಠಾಧಿಕಾರಿಗಳು, ಆರೋಗ್ಯ ಇಲಾಖೆಯ ಅಧಿಕಾರಿಗಳು ಹಾಜರಿದ್ದರು. <box>471 736 587 753</box>
yoga-quote-text: ಯೋಗಾಭ್ಯಾಸದ ಪೊಲೀಸರ ಸಿಬ್ಬಂದಿ ಸಹಿತವಾದ ಅವಶ್ಯಕತೆಯಿರುವ ಸಹಕಾರಿ ಮತ್ತು ಆರೋಗ್ಯ ಸಹಾಯಕ್ಕಾಗಿ ಶಿಬಿರದಲ್ಲಿ ಇದು ಅವಶ್ಯಕತೆಯ ಯೋಗವನ್ನು ತಿಳಿಸುವುದು. <box>346 714 460 748</box>
dance-article <box>189 847 457 1120</box>
jagjivan-dateline: ಚಿತ್ರದುರ್ಗ: <box>687 985 710 993</box>
police-yoga-event-photo <box>320 590 465 705</box>
max-temp: ಗರಿಷ್ಠ 35$^o$ <box>565 16 593 47</box>
lower-middle-band <box>10 847 935 1120</box>
kumaraswamy-dateline: ಚಾಮರಾಜನಗರ: <box>418 98 453 106</box>
lower-left-spacer <box>10 847 182 1120</box>
middle-band <box>10 545 935 837</box>
min-temp: ಕನಿಷ್ಠ 23$^o$ <box>600 16 628 47</box>
anganwadi-box <box>772 683 935 762</box>
kere-body2: ಇಲ್ಲಿಗೆ ಸಂಬಂಧಿಸಿದ ಬಗನಡು ಗ್ರಾಮದ ಕೆರೆಯಲ್ಲಿ ದಿನನಿತ್ಯ ಹಲವಾರು ಲಾರಿಗಳಲ್ಲಿ ಮಣ್ಣು ಸಾಗಿಸಲಾಗುತ್ತಿದೆ. ಇದರಿಂದ ಕೆರೆಯ ನೀರಿನ ಸಂಗ್ರಹ ಸಾಮರ್ಥ್ಯ ಕಡಿಮೆಯಾಗುತ್ತಿದೆ. ಅಧಿಕಾರಿಗಳು ಕ್ರಮ ಕೈಗೊಳ್ಳಲು ವಿಫಲರಾಗಿದ್ದಾರೆ ಎಂದು ಗ್ರಾಮಸ್ಥರು ಆರೋಪಿಸಿದ್ದಾರೆ. <box>602 712 765 746</box>
redcross-article <box>464 847 672 1120</box>
edition-header <box>260 8 795 48</box>
ratha-dateline: ಚಿತ್ರದುರ್ಗ: <box>631 1160 654 1168</box>
yoga-article <box>189 545 587 837</box>
quota-box <box>509 1186 617 1303</box>
yoga-body1: ಪೊಲೀಸ್ ಇಲಾಖೆಯಲ್ಲಿ ಉತ್ತಮ ಸೇವೆ ನೀಡಿದ್ದ ನಿವೃತ್ತ ಪೊಲೀಸ್ ಸಬ್ ಇನ್‌ಸ್ಪೆಕ್ಟರ್ ಎಲ್.ಆರ್. ಬಸವರಾಜು ಮಾನಸಿಕ ಹಾಗೂ ದೈಹಿಕ ಆರೋಗ್ಯಕ್ಕಾಗಿ ಯೋಗವೇ ಅತ್ಯುತ್ತಮ ಮದ್ದು ಎಂದು ಅಭಿಪ್ರಾಯಪಟ್ಟರು. ನಗರದ ಪೊಲೀಸ್ ಕವಾಯಿತು ಮೈದಾನದಲ್ಲಿ ನಡೆದ ಕಾರ್ಯಕ್ರಮದಲ್ಲಿ ಮಾತನಾಡಿದ ಅವರು, ಪ್ರತಿದಿನ ಬೆಳಿಗ್ಗೆ ಯೋಗಾಭ್ಯಾಸ ಮಾಡುವುದರಿಂದ ದೇಹ ಮತ್ತು ಮನಸ್ಸು ಆರೋಗ್ಯವಾಗಿರುತ್ತದೆ ಎಂದರು. <box>197 590 313 659</box>
ratha-headline: ಬಿ.ದುರ್ಗದಲ್ಲಿ ಶ್ರೀ ಚೆಕನಾಥೇಶ್ವರಿ ರಥೋತ್ಸವ <box>696 1137 870 1152</box>
ragi-dateline: ಹೊಸದುರ್ಗ: <box>10 1185 37 1193</box>
max-temp-value: 35 <box>565 26 588 47</box>
yoga-kicker: ನಿವೃತ್ತ ಪೊಲೀಸ್ ಸಬ್ ಇನ್‌ಸ್ಪೆಕ್ಟರ್ ಎಲ್.ಆರ್. ಬಸವರಾಜು ಸಂಚೆ <box>293 544 491 556</box>
ragi-body4: ಖರೀದಿ ಕೇಂದ್ರದಲ್ಲಿ ಇರುವ ಅವ್ಯವಸ್ಥೆಯನ್ನು ಶೀಘ್ರ ಸರಿಪಡಿಸಬೇಕು. ಇಲ್ಲವಾದರೆ ಪ್ರತಿಭಟನೆ ನಡೆಸಲಾಗುವುದು ಎಂದು ಎಚ್ಚರಿಕೆ ನೀಡಿದರು. ರೈತರ ಬೆಳೆಗೆ ಸೂಕ್ತ ಬೆಂಬಲ ಬೆಲೆ ನೀಡಬೇಕು ಎಂದು ಒತ್ತಾಯಿಸಿದರು. <box>387 1185 502 1219</box>
ratha-article <box>623 1137 935 1388</box>
logo-main-2: ದಿಗಂತ <box>92 6 152 37</box>
redcross-body1: ಒಬ್ಬ ರೋಗಿಗೆ ನೆರವಾಗುವ ಮೂಲಕ ಸೇವೆ ಸಲ್ಲಿಸುತ್ತಿರುವ ರೆಡ್‌ಕ್ರಾಸ್ ಮತ್ತು ರೋಟರಿ ಸಂಸ್ಥೆಗಳ ಕಾರ್ಯ ಅಮೂಲ್ಯವಾದದ್ದು ಎಂದು ಗಿರಿಧರ ಹೇಳಿದರು. <box>472 985 672 1001</box>
